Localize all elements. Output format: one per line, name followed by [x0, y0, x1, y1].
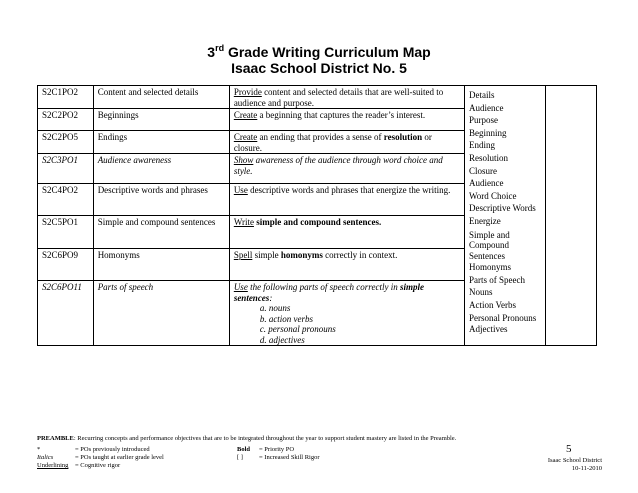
keyword: Beginning — [468, 127, 507, 138]
keyword: Resolution — [468, 152, 508, 163]
objective: Spell simple homonyms correctly in context. — [229, 249, 464, 281]
legend-middle — [237, 446, 320, 462]
keyword: Homonyms — [468, 262, 511, 273]
page-number: 5 — [566, 443, 572, 455]
po-code: S2C3PO1 — [38, 154, 94, 184]
po-code: S2C6PO9 — [38, 249, 94, 281]
keyword: Simple and Compound Sentences — [468, 229, 510, 261]
po-code: S2C5PO1 — [38, 216, 94, 249]
keywords-cell — [464, 86, 545, 346]
legend-left — [37, 446, 164, 471]
objective: Create a beginning that captures the reader’s interest. — [229, 109, 464, 131]
legend-item: Bold = Priority PO — [237, 446, 295, 453]
blank-column — [546, 86, 597, 346]
keyword: Descriptive Words — [468, 203, 536, 214]
keyword: Nouns — [468, 287, 493, 298]
footer-info — [548, 457, 602, 473]
keyword: Audience — [468, 178, 504, 189]
topic: Content and selected details — [93, 86, 229, 109]
objective: Create an ending that provides a sense of resolution or closure. — [229, 131, 464, 154]
list-item: b. action verbs — [259, 313, 314, 324]
topic: Simple and compound sentences — [93, 216, 229, 249]
topic: Descriptive words and phrases — [93, 184, 229, 216]
po-code: S2C6PO11 — [38, 281, 94, 346]
objective: Show awareness of the audience through word choice and style. — [229, 154, 464, 184]
legend-item: Underlining = Cognitive rigor — [37, 462, 121, 470]
legend-item: Italics = POs taught at earlier grade level — [37, 454, 164, 462]
topic: Homonyms — [93, 249, 229, 281]
legend-item: * = POs previously introduced — [37, 446, 150, 453]
keyword: Word Choice — [468, 190, 517, 201]
po-code: S2C1PO2 — [38, 86, 94, 109]
list-item: d. adjectives — [259, 334, 305, 345]
keyword: Energize — [468, 215, 501, 226]
keyword: Purpose — [468, 115, 498, 126]
po-code: S2C2PO5 — [38, 131, 94, 154]
topic: Parts of speech — [93, 281, 229, 346]
preamble-note: PREAMBLE: Recurring concepts and performance objectives that are to be integrated throughout the year to support student mastery are listed in the Preamble. — [37, 435, 457, 442]
keyword: Action Verbs — [468, 299, 517, 310]
parts-of-speech-list — [234, 303, 460, 345]
list-item: a. nouns — [259, 303, 291, 313]
keyword: Details — [468, 90, 495, 100]
curriculum-table — [37, 85, 597, 346]
po-code: S2C2PO2 — [38, 109, 94, 131]
page-title — [0, 44, 638, 76]
list-item: c. personal pronouns — [259, 324, 336, 334]
title-line-2: Isaac School District No. 5 — [231, 60, 407, 76]
table-row — [38, 86, 597, 109]
footer-district: Isaac School District — [547, 457, 602, 464]
title-line-1: 3rd Grade Writing Curriculum Map — [207, 43, 431, 60]
legend-item: [ ] = Increased Skill Rigor — [237, 454, 320, 462]
keyword: Parts of Speech — [468, 274, 525, 285]
keyword: Ending — [468, 140, 495, 151]
objective: Use the following parts of speech correctly in simple sentences: a. nouns b. action verbs c. personal pronouns d. adjectives — [229, 281, 464, 346]
keyword: Audience — [468, 102, 504, 113]
keyword: Personal Pronouns Adjectives — [468, 313, 537, 334]
objective: Provide content and selected details that are well-suited to audience and purpose. — [229, 86, 464, 109]
topic: Beginnings — [93, 109, 229, 131]
objective: Use descriptive words and phrases that energize the writing. — [229, 184, 464, 216]
topic: Audience awareness — [93, 154, 229, 184]
objective: Write simple and compound sentences. — [229, 216, 464, 249]
topic: Endings — [93, 131, 229, 154]
keyword: Closure — [468, 165, 497, 176]
footer-date: 10-11-2010 — [571, 465, 602, 473]
po-code: S2C4PO2 — [38, 184, 94, 216]
